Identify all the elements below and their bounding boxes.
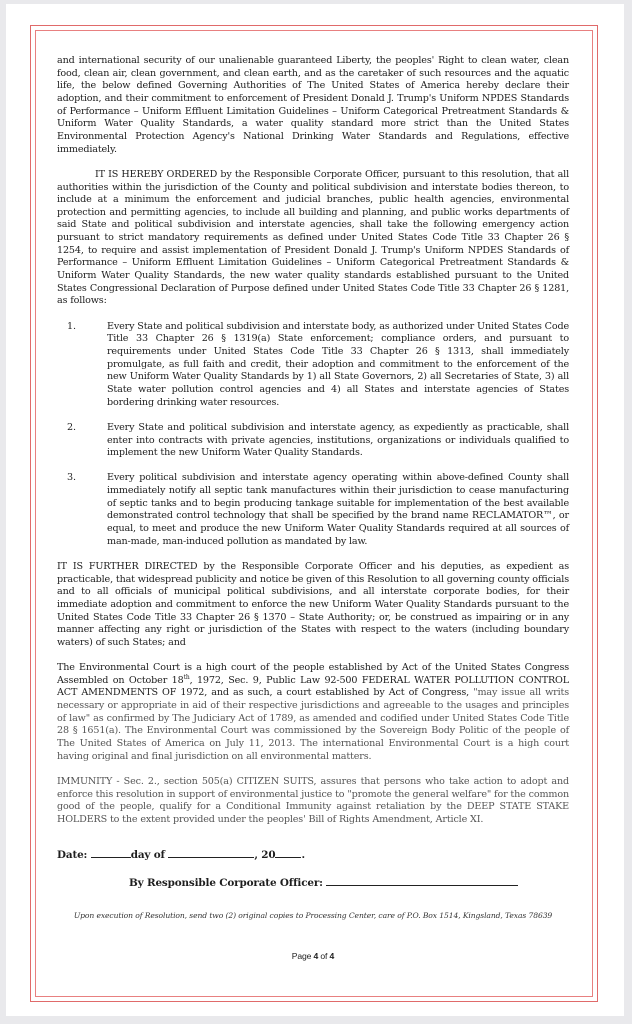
page-total: 4 [329, 950, 335, 961]
page-of-word: of [320, 950, 328, 961]
document-page [6, 4, 624, 1016]
ordinal-superscript: th [183, 673, 190, 681]
page-number [57, 950, 569, 963]
paragraph-immunity: IMMUNITY - Sec. 2., section 505(a) CITIZEN SUITS, assures that persons who take action to adopt and enforce this resolution in support of environmental justice to "promote the general welfare" for the common good of the people, qualify for a Conditional Immunity against retaliation by the DEEP STATE STAKE HOLDERS to the extent provided under the peoples' Bill of Rights Amendment, Article XI. [57, 775, 569, 825]
list-item-text: Every State and political subdivision and interstate body, as authorized under United States Code Title 33 Chapter 26 § 1319(a) State enforcement; compliance orders, and pursuant to requirements under United States Code Title 33 Chapter 26 § 1313, shall immediately promulgate, as full faith and credit, their adoption and commitment to the enforcement of the new Uniform Water Quality Standards by 1) all State Governors, 2) all Secretaries of State, 3) all State water pollution control agencies and 4) all States and interstate agencies of States bordering drinking water resources. [107, 320, 569, 408]
date-label: Date: [57, 848, 88, 861]
officer-signature-line [57, 875, 569, 890]
list-item [57, 422, 569, 460]
list-item [57, 321, 569, 410]
year-blank-field[interactable] [275, 847, 301, 858]
list-item-text: Every State and political subdivision and interstate agency, as expediently as practicable, shall enter into contracts with private agencies, institutions, organizations or individuals qualified to implement the new Uniform Water Quality Standards. [107, 421, 569, 459]
officer-signature-field[interactable] [326, 875, 518, 886]
day-blank-field[interactable] [91, 847, 131, 858]
ordered-list [57, 321, 569, 549]
officer-label: By Responsible Corporate Officer: [129, 877, 323, 890]
list-item-number: 2. [67, 421, 76, 433]
court-text-part2: , 1972, Sec. 9, Public Law 92-500 FEDERAL WATER POLLUTION CONTROL ACT AMENDMENTS OF 1972, and as such, a court established by Act of Congress, [57, 674, 569, 699]
footer-instructions: Upon execution of Resolution, send two (2) original copies to Processing Center, care of P.O. Box 1514, Kingsland, Texas 78639 [73, 910, 553, 920]
year-prefix-label: , 20 [254, 848, 276, 861]
document-body [57, 55, 569, 962]
list-item-text: Every political subdivision and interstate agency operating within above-defined County shall immediately notify all septic tank manufactures within their jurisdiction to cease manufacturing of septic tanks and to begin producing tankage suitable for implementation of the best available demonstrated control technology that shall be specified by the brand name RECLAMATOR™, or equal, to meet and produce the new Uniform Water Quality Standards required at all sources of man-made, man-induced pollution as mandated by law. [107, 472, 569, 547]
paragraph-further-directed: IT IS FURTHER DIRECTED by the Responsible Corporate Officer and his deputies, as expedient as practicable, that widespread publicity and notice be given of this Resolution to all governing county officials and to all officials of municipal political subdivisions, and all interstate corporate bodies, for their immediate adoption and commitment to enforce the new Uniform Water Quality Standards pursuant to the United States Code Title 33 Chapter 26 § 1370 – State Authority; or, be construed as impairing or in any manner affecting any right or jurisdiction of the States with respect to the waters (including boundary waters) of such States; and [57, 560, 569, 648]
page-current: 4 [313, 950, 319, 961]
paragraph-intro-tail: and international security of our unalienable guaranteed Liberty, the peoples' Right to clean water, clean food, clean air, clean government, and clean earth, and as the caretaker of such resources and the aquatic life, the below defined Governing Authorities of The United States of America hereby declare their adoption, and their commitment to enforcement of President Donald J. Trump's Uniform NPDES Standards of Performance – Uniform Effluent Limitation Guidelines – Uniform Categorical Pretreatment Standards & Uniform Water Quality Standards, a water quality standard more strict than the United States Environmental Protection Agency's National Drinking Water Standards and Regulations, effective immediately. [57, 55, 569, 155]
court-text-part1: The Environmental Court is a high court of the people established by Act of the United States Congress Assembled on October 18 [57, 662, 569, 686]
court-text-quote: "may issue all writs necessary or appropriate in aid of their respective jurisdictions and agreeable to the usages and principles of law" as confirmed by The Judiciary Act of 1789, as amended and codified under United States Code Title 28 § 1651(a). The Environmental Court was commissioned by the Sovereign Body Politic of the people of The United States of America on July 11, 2013. The international Environmental Court is a high court having original and final jurisdiction on all environmental matters. [57, 687, 569, 762]
page-word: Page [291, 950, 312, 961]
list-item-number: 3. [67, 472, 76, 484]
list-item [57, 472, 569, 548]
list-item-number: 1. [67, 320, 76, 332]
date-period: . [301, 848, 305, 861]
paragraph-environmental-court [57, 662, 569, 763]
month-blank-field[interactable] [168, 847, 254, 858]
date-signature-line [57, 847, 569, 862]
paragraph-hereby-ordered: IT IS HEREBY ORDERED by the Responsible Corporate Officer, pursuant to this resolution, that all authorities within the jurisdiction of the County and political subdivision and interstate bodies thereon, to include at a minimum the enforcement and judicial branches, public health agencies, environmental protection and permitting agencies, to include all building and planning, and public works departments of said State and political subdivision and interstate agencies, shall take the following emergency action pursuant to strict mandatory requirements as defined under United States Code Title 33 Chapter 26 § 1254, to require and assist implementation of President Donald J. Trump's Uniform NPDES Standards of Performance – Uniform Effluent Limitation Guidelines – Uniform Categorical Pretreatment Standards & Uniform Water Quality Standards, the new water quality standards established pursuant to the United States Congressional Declaration of Purpose defined under United States Code Title 33 Chapter 26 § 1281, as follows: [57, 168, 569, 307]
day-of-label: day of [130, 848, 165, 861]
